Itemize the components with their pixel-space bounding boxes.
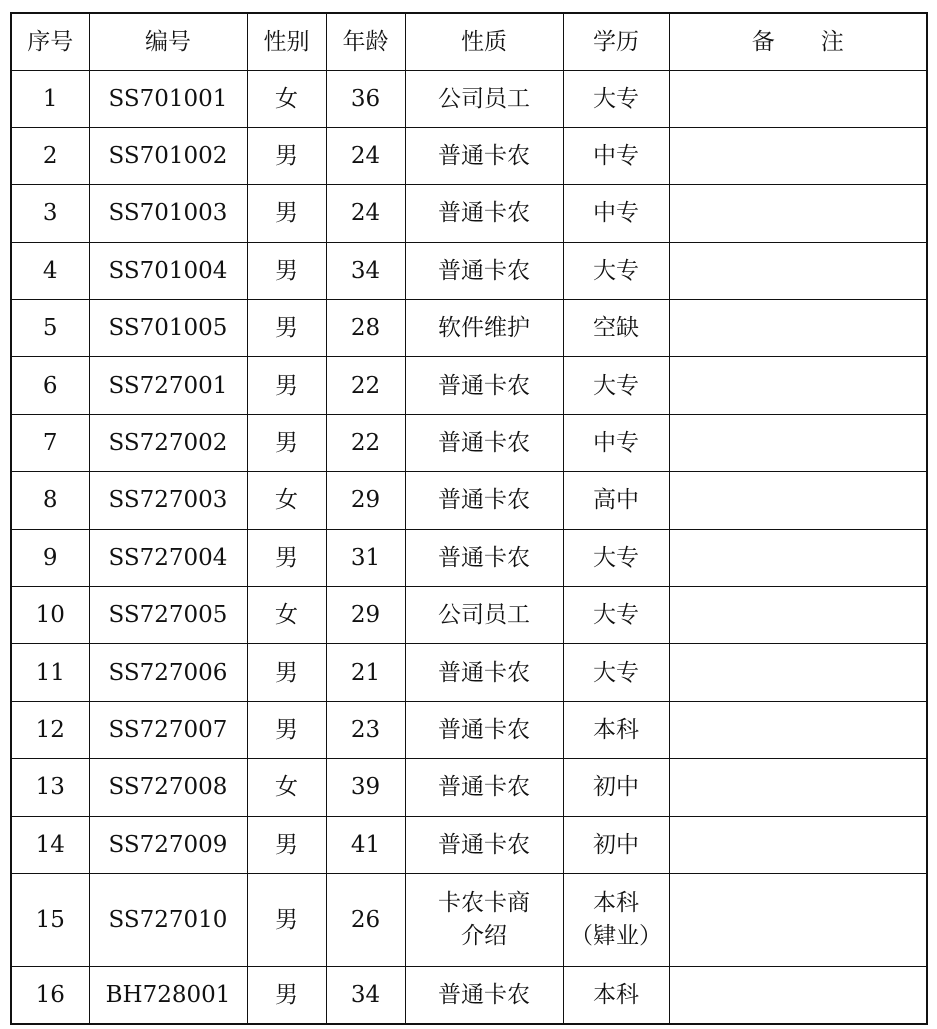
cell-type: 普通卡农	[405, 414, 563, 471]
cell-note	[669, 127, 927, 184]
cell-note	[669, 587, 927, 644]
cell-age: 26	[326, 873, 405, 966]
cell-no: 4	[11, 242, 89, 299]
cell-code: SS727007	[89, 701, 247, 758]
cell-education: 本科	[563, 966, 669, 1023]
cell-type: 普通卡农	[405, 701, 563, 758]
cell-age: 31	[326, 529, 405, 586]
cell-no: 11	[11, 644, 89, 701]
cell-sex: 男	[247, 873, 326, 966]
cell-code: SS727001	[89, 357, 247, 414]
cell-type: 公司员工	[405, 70, 563, 127]
header-code: 编号	[89, 13, 247, 70]
cell-sex: 女	[247, 587, 326, 644]
cell-code: SS701002	[89, 127, 247, 184]
cell-age: 28	[326, 300, 405, 357]
cell-education	[563, 873, 669, 966]
cell-note	[669, 414, 927, 471]
table-row	[11, 587, 927, 644]
cell-education-line: 本科	[593, 889, 639, 916]
cell-no: 10	[11, 587, 89, 644]
table-row	[11, 70, 927, 127]
cell-education: 大专	[563, 529, 669, 586]
cell-sex: 男	[247, 185, 326, 242]
header-no: 序号	[11, 13, 89, 70]
cell-note	[669, 759, 927, 816]
cell-education-line: （肄业）	[570, 922, 662, 949]
cell-type: 普通卡农	[405, 644, 563, 701]
cell-sex: 男	[247, 701, 326, 758]
table-row	[11, 414, 927, 471]
cell-no: 2	[11, 127, 89, 184]
cell-no: 15	[11, 873, 89, 966]
cell-education: 中专	[563, 127, 669, 184]
cell-code: SS701001	[89, 70, 247, 127]
cell-note	[669, 966, 927, 1023]
cell-code: SS727003	[89, 472, 247, 529]
cell-type: 普通卡农	[405, 127, 563, 184]
cell-type-line: 卡农卡商	[438, 889, 530, 916]
cell-no: 7	[11, 414, 89, 471]
cell-code: SS727006	[89, 644, 247, 701]
cell-type: 普通卡农	[405, 185, 563, 242]
cell-sex: 男	[247, 529, 326, 586]
header-note: 备 注	[669, 13, 927, 70]
cell-age: 34	[326, 242, 405, 299]
cell-education: 初中	[563, 816, 669, 873]
cell-no: 3	[11, 185, 89, 242]
cell-type: 普通卡农	[405, 966, 563, 1023]
header-type: 性质	[405, 13, 563, 70]
cell-age: 29	[326, 587, 405, 644]
cell-sex: 女	[247, 70, 326, 127]
cell-sex: 男	[247, 966, 326, 1023]
cell-note	[669, 472, 927, 529]
cell-no: 12	[11, 701, 89, 758]
cell-note	[669, 644, 927, 701]
cell-code: SS727002	[89, 414, 247, 471]
cell-note	[669, 701, 927, 758]
cell-education: 大专	[563, 587, 669, 644]
cell-education: 中专	[563, 185, 669, 242]
cell-age: 36	[326, 70, 405, 127]
cell-age: 22	[326, 414, 405, 471]
cell-sex: 男	[247, 127, 326, 184]
cell-sex: 女	[247, 472, 326, 529]
cell-no: 6	[11, 357, 89, 414]
cell-type: 普通卡农	[405, 759, 563, 816]
cell-age: 24	[326, 127, 405, 184]
header-age: 年龄	[326, 13, 405, 70]
cell-education: 本科	[563, 701, 669, 758]
cell-education: 大专	[563, 70, 669, 127]
table-row	[11, 966, 927, 1023]
table-row	[11, 185, 927, 242]
cell-note	[669, 357, 927, 414]
cell-education: 初中	[563, 759, 669, 816]
cell-code: SS727009	[89, 816, 247, 873]
cell-type: 普通卡农	[405, 242, 563, 299]
table-row	[11, 816, 927, 873]
cell-type-line: 介绍	[461, 922, 507, 949]
cell-type: 普通卡农	[405, 529, 563, 586]
cell-sex: 男	[247, 300, 326, 357]
cell-type: 普通卡农	[405, 357, 563, 414]
cell-code: SS701003	[89, 185, 247, 242]
cell-type: 普通卡农	[405, 816, 563, 873]
cell-age: 41	[326, 816, 405, 873]
cell-code: SS727004	[89, 529, 247, 586]
cell-type: 软件维护	[405, 300, 563, 357]
cell-note	[669, 70, 927, 127]
table-row	[11, 644, 927, 701]
cell-education: 高中	[563, 472, 669, 529]
cell-sex: 男	[247, 644, 326, 701]
cell-note	[669, 816, 927, 873]
cell-age: 21	[326, 644, 405, 701]
cell-note	[669, 242, 927, 299]
cell-sex: 男	[247, 357, 326, 414]
cell-education: 空缺	[563, 300, 669, 357]
table-row	[11, 759, 927, 816]
cell-type: 公司员工	[405, 587, 563, 644]
cell-education: 大专	[563, 242, 669, 299]
cell-age: 22	[326, 357, 405, 414]
cell-no: 8	[11, 472, 89, 529]
cell-note	[669, 300, 927, 357]
cell-age: 34	[326, 966, 405, 1023]
cell-sex: 男	[247, 414, 326, 471]
table-row	[11, 357, 927, 414]
cell-education: 中专	[563, 414, 669, 471]
table-row	[11, 472, 927, 529]
member-table	[10, 12, 928, 1025]
cell-code: SS727005	[89, 587, 247, 644]
header-sex: 性别	[247, 13, 326, 70]
cell-age: 24	[326, 185, 405, 242]
cell-age: 29	[326, 472, 405, 529]
cell-no: 14	[11, 816, 89, 873]
cell-no: 16	[11, 966, 89, 1023]
header-education: 学历	[563, 13, 669, 70]
cell-code: BH728001	[89, 966, 247, 1023]
cell-age: 39	[326, 759, 405, 816]
cell-code: SS701005	[89, 300, 247, 357]
cell-note	[669, 185, 927, 242]
cell-age: 23	[326, 701, 405, 758]
cell-education: 大专	[563, 644, 669, 701]
cell-sex: 男	[247, 242, 326, 299]
cell-sex: 男	[247, 816, 326, 873]
table-row	[11, 300, 927, 357]
cell-note	[669, 529, 927, 586]
cell-code: SS701004	[89, 242, 247, 299]
cell-no: 1	[11, 70, 89, 127]
table-row	[11, 529, 927, 586]
cell-no: 13	[11, 759, 89, 816]
header-row	[11, 13, 927, 70]
cell-sex: 女	[247, 759, 326, 816]
cell-education: 大专	[563, 357, 669, 414]
table-row	[11, 242, 927, 299]
cell-code: SS727010	[89, 873, 247, 966]
cell-no: 5	[11, 300, 89, 357]
table-row	[11, 127, 927, 184]
table-row	[11, 701, 927, 758]
cell-type: 普通卡农	[405, 472, 563, 529]
cell-no: 9	[11, 529, 89, 586]
cell-note	[669, 873, 927, 966]
cell-type	[405, 873, 563, 966]
table-row	[11, 873, 927, 966]
cell-code: SS727008	[89, 759, 247, 816]
